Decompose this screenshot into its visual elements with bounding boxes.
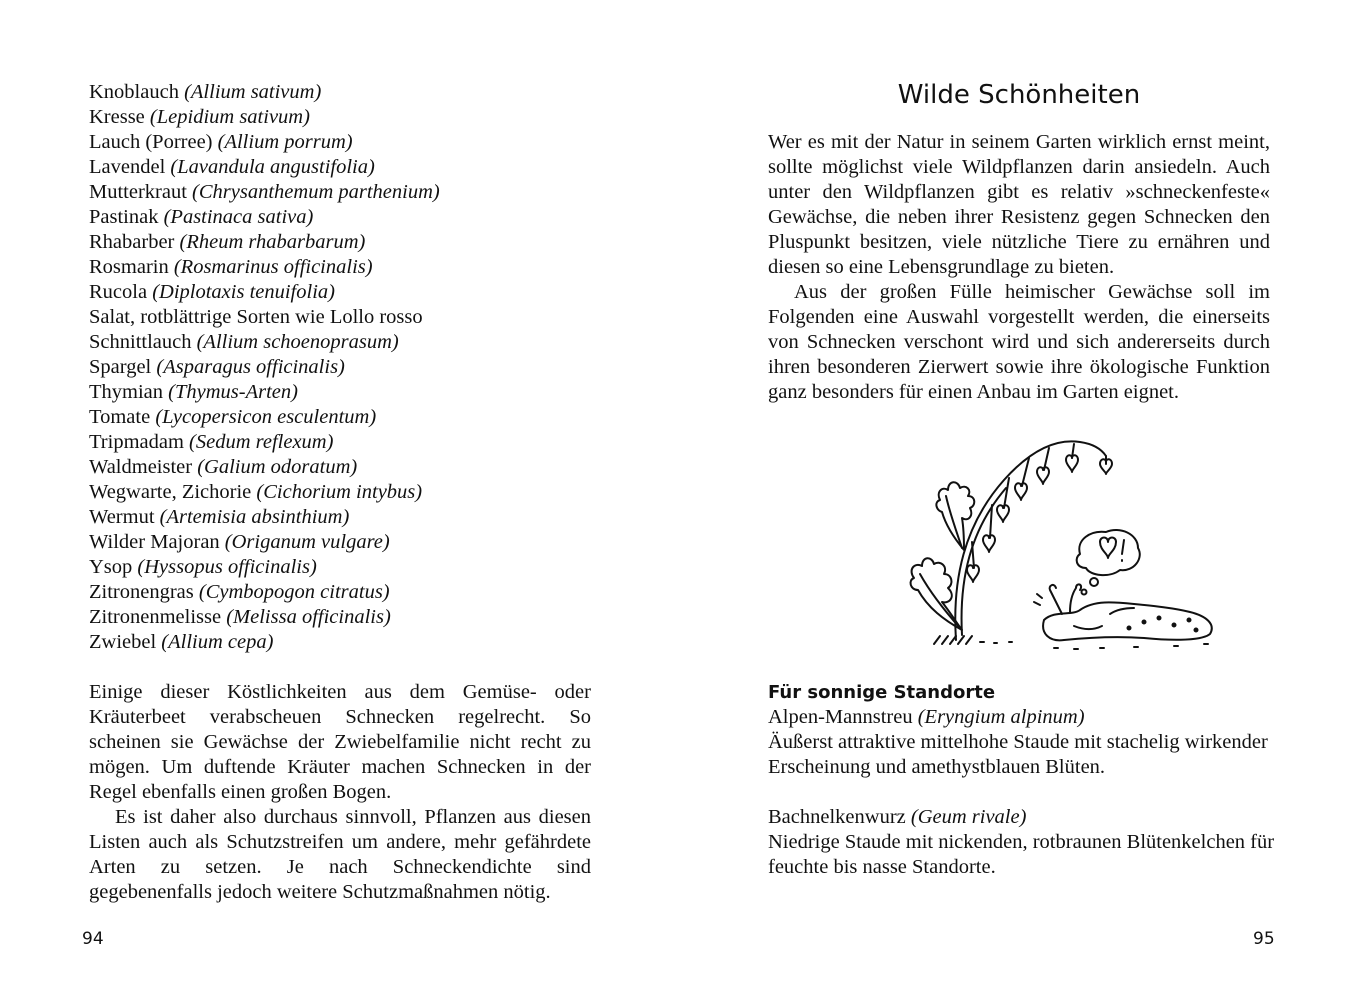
- plant-common-name: Zwiebel: [89, 631, 157, 653]
- plant-latin-name: (Artemisia absinthium): [159, 506, 350, 528]
- plant-list-item: [89, 255, 599, 280]
- plant-latin-name: (Sedum reflexum): [189, 431, 334, 453]
- plant-list-item: [89, 630, 599, 655]
- plant-list-item: [89, 605, 599, 630]
- plant-common-name: Ysop: [89, 556, 133, 578]
- plant-latin-name: (Rosmarinus officinalis): [173, 256, 373, 278]
- plant-latin-name: (Lavandula angustifolia): [170, 156, 375, 178]
- left-paragraph-2: Es ist daher also durchaus sinnvoll, Pflanzen aus diesen Listen auch als Schutzstreifen um andere, mehr gefährdete Arten zu setzen. Je nach Schneckendichte sind gegebenenfalls jedoch weitere Schutzmaßnahmen nötig.: [89, 806, 591, 903]
- plant-list-item: [89, 580, 599, 605]
- right-page: [679, 0, 1358, 986]
- slug: [1034, 584, 1212, 649]
- plant-latin-name: (Lepidium sativum): [149, 106, 310, 128]
- plant-latin-name: (Origanum vulgare): [224, 531, 390, 553]
- plant-list-item: [89, 80, 599, 105]
- plant-common-name: Lavendel: [89, 156, 166, 178]
- right-paragraph-1: Wer es mit der Natur in seinem Garten wirklich ernst meint, sollte möglichst viele Wildpflanzen darin ansiedeln. Auch unter den Wildpflanzen gibt es relativ »schneckenfeste« Gewächse, die neben ihrer Resistenz gegen Schnecken den Pluspunkt besitzen, viele nützliche Tiere zu ernähren und diesen so eine Lebensgrundlage zu bieten.: [768, 131, 1270, 278]
- plant-common-name: Kresse: [89, 106, 145, 128]
- plant-list-item: [89, 355, 599, 380]
- plant-list-item: [89, 405, 599, 430]
- plant-common-name: Lauch (Porree): [89, 131, 213, 153]
- plant-common-name: Schnittlauch: [89, 331, 192, 353]
- plant-list-item: [89, 130, 599, 155]
- plant-common-name: Mutterkraut: [89, 181, 187, 203]
- plant-common-name: Spargel: [89, 356, 152, 378]
- plant-common-name: Wilder Majoran: [89, 531, 220, 553]
- section-heading-sunny: Für sonnige Standorte: [768, 682, 996, 703]
- right-paragraph-2: Aus der großen Fülle heimischer Gewächse soll im Folgenden eine Auswahl vorgestellt werden, die einerseits von Schnecken verschont wird und sich andererseits durch ihren besonderen Zierwert sowie ihre ökologische Funktion ganz besonders für einen Anbau im Garten eignet.: [768, 281, 1270, 403]
- plant-latin-name: (Allium cepa): [161, 631, 274, 653]
- page-number-left: 94: [82, 929, 104, 949]
- plant-latin-name: (Chrysanthemum parthenium): [192, 181, 440, 203]
- entry-name: Alpen-Mannstreu: [768, 706, 913, 728]
- plant-latin-name: (Cymbopogon citratus): [198, 581, 390, 603]
- plant-common-name: Knoblauch: [89, 81, 179, 103]
- plant-latin-name: (Rheum rhabarbarum): [179, 231, 366, 253]
- plant-latin-name: (Pastinaca sativa): [163, 206, 314, 228]
- plant-entry: [768, 805, 1288, 880]
- entry-latin: (Eryngium alpinum): [917, 706, 1085, 728]
- plant-list-item: [89, 305, 599, 330]
- plant-common-name: Rhabarber: [89, 231, 175, 253]
- plant-latin-name: (Hyssopus officinalis): [137, 556, 317, 578]
- plant-latin-name: (Asparagus officinalis): [156, 356, 345, 378]
- plant-common-name: Rosmarin: [89, 256, 169, 278]
- plant-list-item: [89, 555, 599, 580]
- entry-latin: (Geum rivale): [910, 806, 1027, 828]
- plant-common-name: Waldmeister: [89, 456, 193, 478]
- plant-entry: [768, 705, 1288, 780]
- plant-latin-name: (Allium sativum): [184, 81, 322, 103]
- plant-common-name: Rucola: [89, 281, 148, 303]
- plant-common-name: Zitronenmelisse: [89, 606, 222, 628]
- plant-and-snail-illustration: [844, 430, 1224, 655]
- plant-list-item: [89, 430, 599, 455]
- plant-list: [89, 80, 599, 655]
- plant-list-item: [89, 505, 599, 530]
- plant-common-name: Thymian: [89, 381, 164, 403]
- plant-common-name: Wermut: [89, 506, 155, 528]
- plant-stem: [955, 441, 1106, 640]
- plant-latin-name: (Thymus-Arten): [168, 381, 298, 403]
- plant-list-item: [89, 480, 599, 505]
- plant-common-name: Tomate: [89, 406, 151, 428]
- plant-latin-name: (Melissa officinalis): [226, 606, 391, 628]
- plant-list-item: [89, 455, 599, 480]
- chapter-title: Wilde Schönheiten: [897, 80, 1141, 110]
- plant-list-item: [89, 530, 599, 555]
- lower-leaf: [911, 558, 962, 630]
- plant-list-item: [89, 330, 599, 355]
- plant-list-item: [89, 205, 599, 230]
- plant-list-item: [89, 230, 599, 255]
- plant-latin-name: (Diplotaxis tenuifolia): [152, 281, 335, 303]
- thought-bubble: [1077, 530, 1140, 595]
- plant-latin-name: (Cichorium intybus): [256, 481, 423, 503]
- entry-description: Äußerst attraktive mittelhohe Staude mit stachelig wirkender Erscheinung und amethystblauen Blüten.: [768, 731, 1268, 778]
- plant-list-item: [89, 280, 599, 305]
- plant-latin-name: (Allium schoenoprasum): [196, 331, 399, 353]
- plant-common-name: Zitronengras: [89, 581, 194, 603]
- sunny-locations-section: [768, 680, 1288, 905]
- plant-common-name: Wegwarte, Zichorie: [89, 481, 252, 503]
- plant-common-name: Pastinak: [89, 206, 159, 228]
- page-number-right: 95: [1253, 929, 1275, 949]
- entry-name: Bachnelkenwurz: [768, 806, 906, 828]
- right-intro-text: [768, 130, 1270, 405]
- plant-latin-name: (Galium odoratum): [197, 456, 358, 478]
- plant-list-item: [89, 155, 599, 180]
- entry-description: Niedrige Staude mit nickenden, rotbraunen Blütenkelchen für feuchte bis nasse Standorte.: [768, 831, 1275, 878]
- plant-list-item: [89, 180, 599, 205]
- plant-common-name: Tripmadam: [89, 431, 184, 453]
- plant-list-item: [89, 380, 599, 405]
- plant-list-item: [89, 105, 599, 130]
- plant-latin-name: (Allium porrum): [217, 131, 353, 153]
- plant-latin-name: (Lycopersicon esculentum): [155, 406, 377, 428]
- left-body-text: [89, 680, 591, 905]
- plant-common-name: Salat, rotblättrige Sorten wie Lollo rosso: [89, 306, 423, 328]
- left-paragraph-1: Einige dieser Köstlichkeiten aus dem Gemüse- oder Kräuterbeet verabscheuen Schnecken regelrecht. So scheinen sie Gewächse der Zwiebelfamilie nicht recht zu mögen. Um duftende Kräuter machen Schnecken in der Regel ebenfalls einen großen Bogen.: [89, 681, 591, 803]
